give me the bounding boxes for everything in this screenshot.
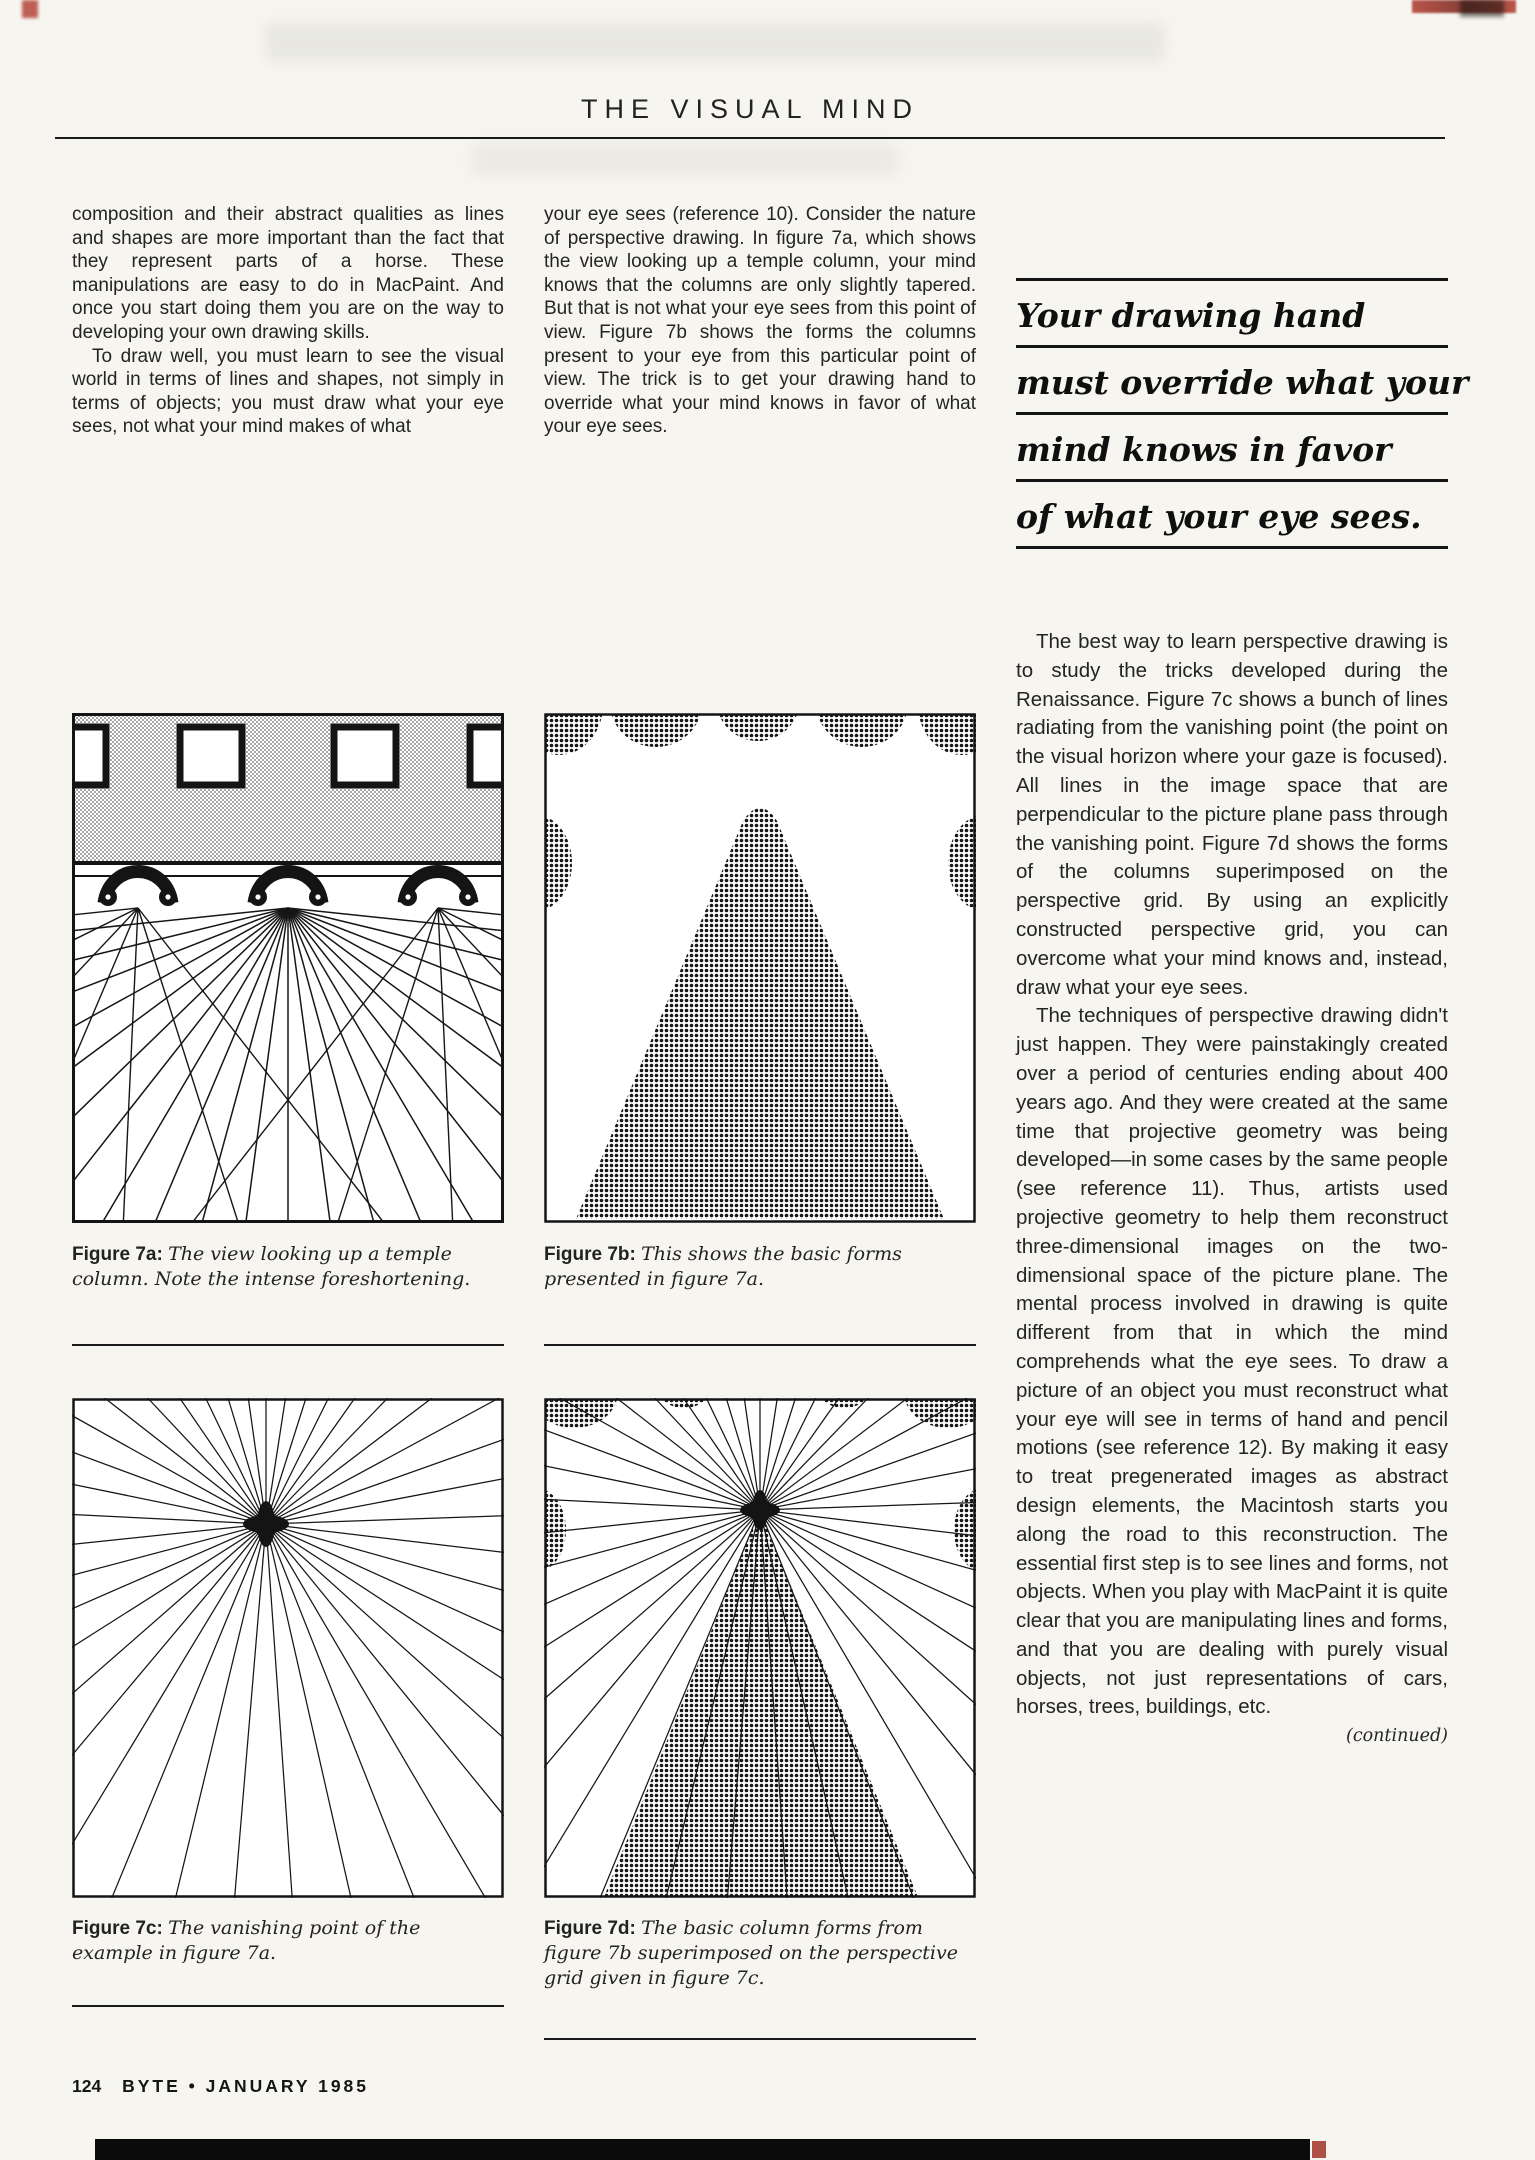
caption-label: Figure 7b: — [544, 1244, 636, 1265]
pull-quote-line: of what your eye sees. — [1016, 482, 1448, 549]
caption-rule — [544, 1344, 976, 1346]
caption-label: Figure 7d: — [544, 1918, 636, 1939]
figure-7b-image — [544, 713, 976, 1223]
caption-text: The view looking up a temple column. Note the intense foreshortening. — [72, 1243, 471, 1290]
page-footer — [72, 2076, 369, 2097]
bleedthrough-ghost-text — [470, 142, 900, 176]
column-3 — [1016, 628, 1448, 1751]
figure-7b — [544, 713, 976, 1223]
column-1 — [72, 203, 504, 439]
figure-7d-caption — [544, 1916, 976, 1991]
paragraph: To draw well, you must learn to see the visual world in terms of lines and shapes, not simply in terms of objects; you must draw what your eye sees, not what your mind makes of what — [72, 345, 504, 438]
caption-rule — [544, 2038, 976, 2040]
masthead-title: THE VISUAL MIND — [580, 94, 920, 124]
caption-rule — [72, 1344, 504, 1346]
bottom-scan-mark — [1312, 2141, 1326, 2158]
figure-7a — [72, 713, 504, 1223]
paragraph: your eye sees (reference 10). Consider the nature of perspective drawing. In figure 7a, which shows the view looking up a temple column, your mind knows that the columns are only slightly tapered. But that is not what your eye sees from this point of view. Figure 7b shows the forms the columns present to your eye from this particular point of view. The trick is to get your drawing hand to override what your mind knows in favor of what your eye sees. — [544, 204, 976, 438]
bleedthrough-ghost-text — [265, 22, 1165, 62]
figure-7c-caption — [72, 1916, 504, 1966]
figure-7d-image — [544, 1398, 976, 1898]
figure-7a-caption — [72, 1242, 504, 1292]
caption-text: The vanishing point of the example in figure 7a. — [72, 1917, 421, 1964]
pull-quote-line: mind knows in favor — [1016, 415, 1448, 482]
continued-note: (continued) — [1346, 1726, 1448, 1747]
caption-text: The basic column forms from figure 7b superimposed on the perspective grid given in figure 7c. — [544, 1917, 958, 1989]
pull-quote-line: Your drawing hand — [1016, 281, 1448, 348]
caption-label: Figure 7a: — [72, 1244, 163, 1265]
figure-7b-caption — [544, 1242, 976, 1292]
scan-artifact-dark-right — [1460, 0, 1504, 17]
pull-quote-line: must override what your — [1016, 348, 1448, 415]
issue-line: BYTE • JANUARY 1985 — [122, 2076, 370, 2096]
caption-rule — [72, 2005, 504, 2007]
page-number: 124 — [72, 2076, 102, 2096]
figure-7c — [72, 1398, 504, 1898]
paragraph: The techniques of perspective drawing didn't just happen. They were painstakingly created over a period of centuries ending about 400 years ago. And they were created at the same time that projective geometry was being developed—in some cases by the same people (see reference 11). Thus, artists used projective geometry to help them reconstruct three-dimensional images on the two-dimensional space of the picture plane. The mental process involved in drawing is quite different from that in which the mind comprehends what the eye sees. To draw a picture of an object you must reconstruct what your eye will see in terms of hand and pencil motions (see reference 12). By making it easy to treat pregenerated images as abstract design elements, the Macintosh starts you along the road to this reconstruction. The essential first step is to see lines and forms, not objects. When you play with MacPaint it is quite clear that you are manipulating lines and forms, and that you are dealing with purely visual objects, not just representations of cars, horses, trees, buildings, etc. — [1016, 1004, 1448, 1719]
figure-7a-image — [72, 713, 504, 1223]
pull-quote — [1016, 278, 1469, 549]
column-2 — [544, 203, 976, 439]
caption-label: Figure 7c: — [72, 1918, 163, 1939]
masthead-rule — [55, 137, 1445, 139]
figure-7d — [544, 1398, 976, 1898]
paragraph: The best way to learn perspective drawing is to study the tricks developed during the Renaissance. Figure 7c shows a bunch of lines radiating from the vanishing point (the point on the visual horizon where your gaze is focused). All lines in the image space that are perpendicular to the picture plane pass through the vanishing point. Figure 7d shows the forms of the columns superimposed on the perspective grid. By using an explicitly constructed perspective grid, you can overcome what your mind knows and, instead, draw what your eye sees. — [1016, 630, 1448, 999]
scan-artifact-red-left — [22, 0, 38, 18]
caption-text: This shows the basic forms presented in figure 7a. — [544, 1243, 902, 1290]
bottom-scan-bar — [95, 2139, 1310, 2160]
paragraph: composition and their abstract qualities as lines and shapes are more important than the fact that they represent parts of a horse. These manipulations are easy to do in MacPaint. And once you start doing them you are on the way to developing your own drawing skills. — [72, 204, 504, 343]
figure-7c-image — [72, 1398, 504, 1898]
